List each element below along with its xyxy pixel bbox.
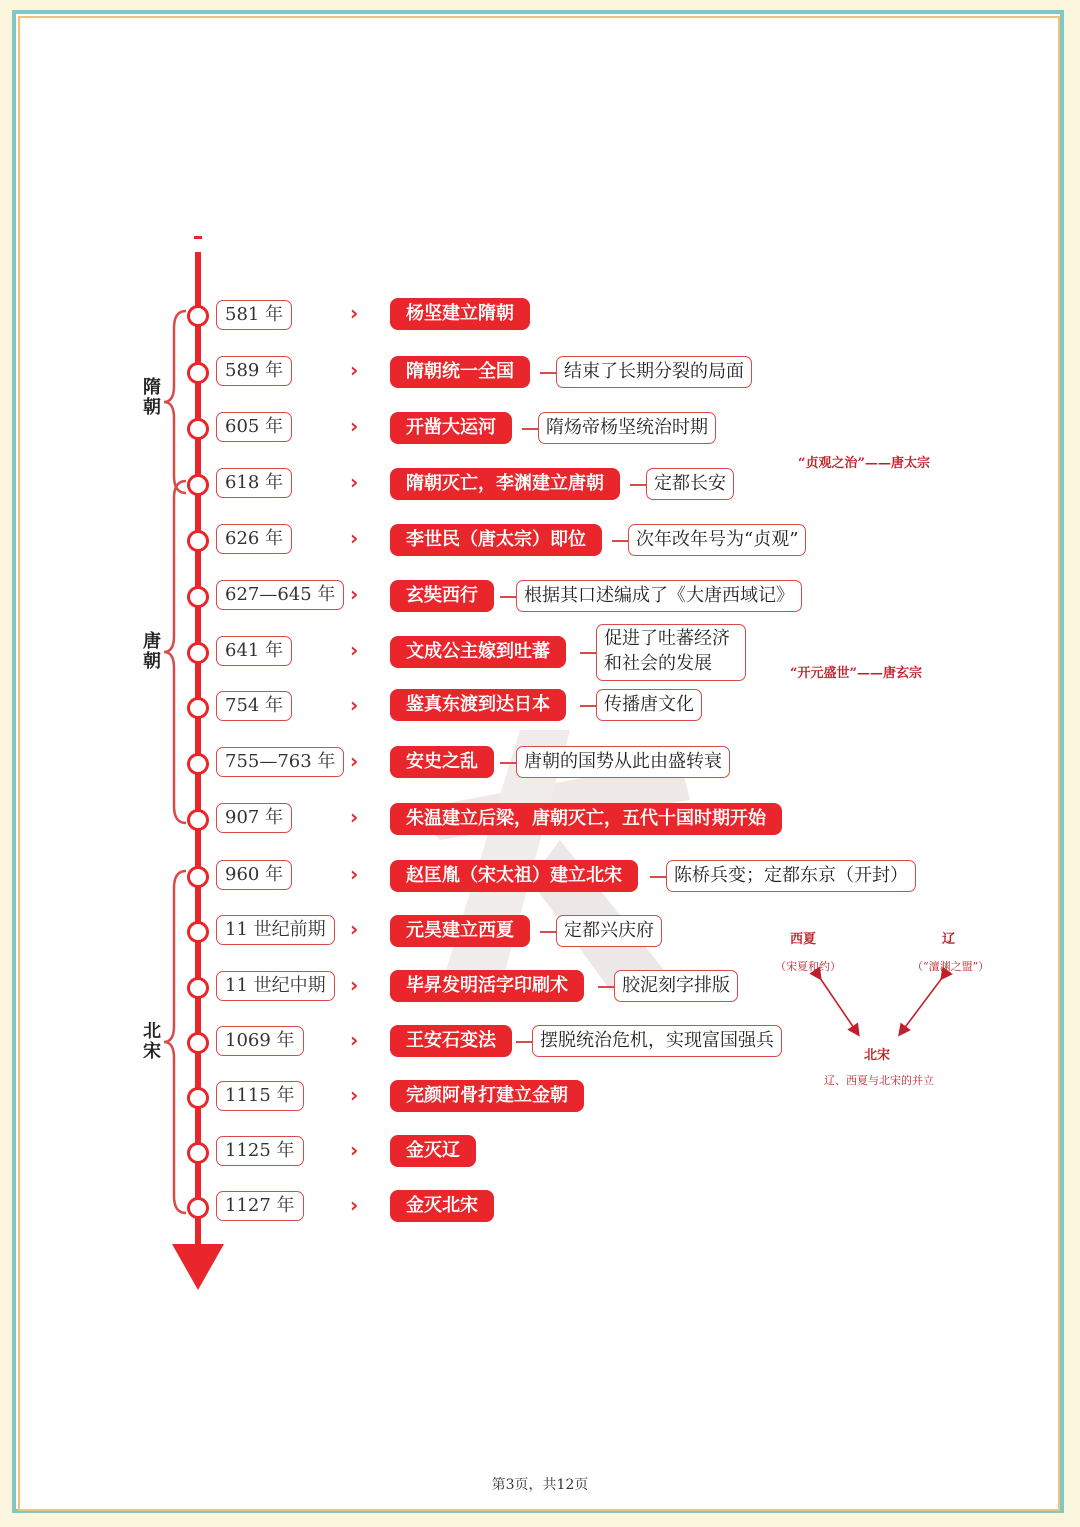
timeline-node bbox=[187, 586, 209, 608]
note-connector bbox=[540, 372, 556, 374]
timeline-node bbox=[187, 809, 209, 831]
year-label: 1115 年 bbox=[216, 1081, 304, 1111]
note-connector bbox=[522, 428, 538, 430]
note-box: 传播唐文化 bbox=[596, 689, 702, 721]
watermark-glyph bbox=[350, 690, 730, 1000]
event-label: 李世民（唐太宗）即位 bbox=[390, 524, 602, 556]
note-connector bbox=[630, 484, 646, 486]
chevron-right-icon: › bbox=[350, 1083, 359, 1107]
chevron-right-icon: › bbox=[350, 862, 359, 886]
dynasty-label-sui: 隋朝 bbox=[143, 377, 161, 418]
page-footer: 第3页，共12页 bbox=[491, 1477, 589, 1493]
timeline-node bbox=[187, 530, 209, 552]
chevron-right-icon: › bbox=[350, 749, 359, 773]
note-connector bbox=[500, 762, 516, 764]
year-label: 605 年 bbox=[216, 412, 292, 442]
note-box: 结束了长期分裂的局面 bbox=[556, 356, 752, 388]
chevron-right-icon: › bbox=[350, 582, 359, 606]
note-connector bbox=[598, 986, 614, 988]
chevron-right-icon: › bbox=[350, 805, 359, 829]
note-box: 陈桥兵变；定都东京（开封） bbox=[666, 860, 916, 892]
timeline-node bbox=[187, 697, 209, 719]
relation-caption: 辽、西夏与北宋的并立 bbox=[824, 1074, 934, 1087]
timeline-node bbox=[187, 362, 209, 384]
chevron-right-icon: › bbox=[350, 693, 359, 717]
event-label: 开凿大运河 bbox=[390, 412, 512, 444]
timeline-node bbox=[187, 642, 209, 664]
dynasty-label-beisong: 北宋 bbox=[143, 1021, 161, 1062]
event-label: 鉴真东渡到达日本 bbox=[390, 689, 566, 721]
brace-beisong bbox=[160, 868, 190, 1218]
annotation-kaiyuan: “开元盛世”——唐玄宗 bbox=[790, 666, 922, 681]
event-label: 隋朝灭亡，李渊建立唐朝 bbox=[390, 468, 620, 500]
brace-tang bbox=[160, 478, 190, 826]
year-label: 627—645 年 bbox=[216, 580, 344, 610]
note-connector bbox=[500, 596, 516, 598]
timeline-node bbox=[187, 753, 209, 775]
relation-beisong: 北宋 bbox=[864, 1048, 891, 1063]
chevron-right-icon: › bbox=[350, 301, 359, 325]
relation-arrows bbox=[800, 966, 960, 1046]
event-label: 金灭辽 bbox=[390, 1135, 476, 1167]
event-label: 朱温建立后梁，唐朝灭亡，五代十国时期开始 bbox=[390, 803, 782, 835]
year-label: 1125 年 bbox=[216, 1136, 304, 1166]
event-label: 王安石变法 bbox=[390, 1025, 512, 1057]
chevron-right-icon: › bbox=[350, 414, 359, 438]
relation-arrow-xixia bbox=[820, 978, 858, 1034]
timeline-node bbox=[187, 921, 209, 943]
relation-liao: 辽 bbox=[942, 932, 956, 947]
timeline-node bbox=[187, 977, 209, 999]
relation-arrow-liao bbox=[900, 978, 942, 1034]
year-label: 960 年 bbox=[216, 860, 292, 890]
event-label: 金灭北宋 bbox=[390, 1190, 494, 1222]
chevron-right-icon: › bbox=[350, 638, 359, 662]
event-label: 隋朝统一全国 bbox=[390, 356, 530, 388]
timeline-node bbox=[187, 1032, 209, 1054]
event-label: 赵匡胤（宋太祖）建立北宋 bbox=[390, 860, 638, 892]
timeline-node bbox=[187, 866, 209, 888]
note-box: 根据其口述编成了《大唐西域记》 bbox=[516, 580, 802, 612]
year-label: 618 年 bbox=[216, 468, 292, 498]
year-label: 11 世纪前期 bbox=[216, 915, 335, 945]
event-label: 文成公主嫁到吐蕃 bbox=[390, 636, 566, 668]
event-label: 完颜阿骨打建立金朝 bbox=[390, 1080, 584, 1112]
chevron-right-icon: › bbox=[350, 1138, 359, 1162]
event-label: 安史之乱 bbox=[390, 746, 494, 778]
chevron-right-icon: › bbox=[350, 526, 359, 550]
note-connector bbox=[650, 876, 666, 878]
note-box: 次年改年号为“贞观” bbox=[628, 524, 806, 556]
year-label: 11 世纪中期 bbox=[216, 971, 335, 1001]
timeline-node bbox=[187, 474, 209, 496]
relation-liao-sub: （“澶渊之盟”） bbox=[912, 960, 990, 973]
note-box: 隋炀帝杨坚统治时期 bbox=[538, 412, 716, 444]
chevron-right-icon: › bbox=[350, 358, 359, 382]
chevron-right-icon: › bbox=[350, 1193, 359, 1217]
chevron-right-icon: › bbox=[350, 470, 359, 494]
note-connector bbox=[612, 540, 628, 542]
note-box: 定都兴庆府 bbox=[556, 915, 662, 947]
year-label: 754 年 bbox=[216, 691, 292, 721]
timeline-node bbox=[187, 1197, 209, 1219]
annotation-zhenguan: “贞观之治”——唐太宗 bbox=[798, 456, 930, 471]
timeline-arrowhead bbox=[172, 1244, 224, 1290]
timeline-node bbox=[187, 418, 209, 440]
timeline-node bbox=[187, 305, 209, 327]
note-box: 胶泥刻字排版 bbox=[614, 970, 738, 1002]
dynasty-label-tang: 唐朝 bbox=[143, 631, 161, 672]
year-label: 641 年 bbox=[216, 636, 292, 666]
year-label: 581 年 bbox=[216, 300, 292, 330]
event-label: 元昊建立西夏 bbox=[390, 915, 530, 947]
event-label: 玄奘西行 bbox=[390, 580, 494, 612]
chevron-right-icon: › bbox=[350, 1028, 359, 1052]
note-connector bbox=[580, 705, 596, 707]
relation-xixia: 西夏 bbox=[790, 932, 817, 947]
event-label: 毕昇发明活字印刷术 bbox=[390, 970, 584, 1002]
timeline-axis-top bbox=[194, 236, 202, 239]
note-connector bbox=[516, 1041, 532, 1043]
note-box: 定都长安 bbox=[646, 468, 734, 500]
year-label: 1069 年 bbox=[216, 1026, 304, 1056]
year-label: 907 年 bbox=[216, 803, 292, 833]
year-label: 589 年 bbox=[216, 356, 292, 386]
year-label: 1127 年 bbox=[216, 1191, 304, 1221]
note-connector bbox=[580, 652, 596, 654]
relation-xixia-sub: （宋夏和约） bbox=[775, 960, 841, 973]
timeline-node bbox=[187, 1142, 209, 1164]
note-connector bbox=[540, 931, 556, 933]
event-label: 杨坚建立隋朝 bbox=[390, 298, 530, 330]
note-box: 促进了吐蕃经济和社会的发展 bbox=[596, 624, 746, 681]
timeline-node bbox=[187, 1087, 209, 1109]
chevron-right-icon: › bbox=[350, 973, 359, 997]
year-label: 626 年 bbox=[216, 524, 292, 554]
note-box: 摆脱统治危机，实现富国强兵 bbox=[532, 1025, 782, 1057]
brace-sui bbox=[160, 308, 190, 496]
note-box: 唐朝的国势从此由盛转衰 bbox=[516, 746, 730, 778]
year-label: 755—763 年 bbox=[216, 747, 344, 777]
chevron-right-icon: › bbox=[350, 917, 359, 941]
